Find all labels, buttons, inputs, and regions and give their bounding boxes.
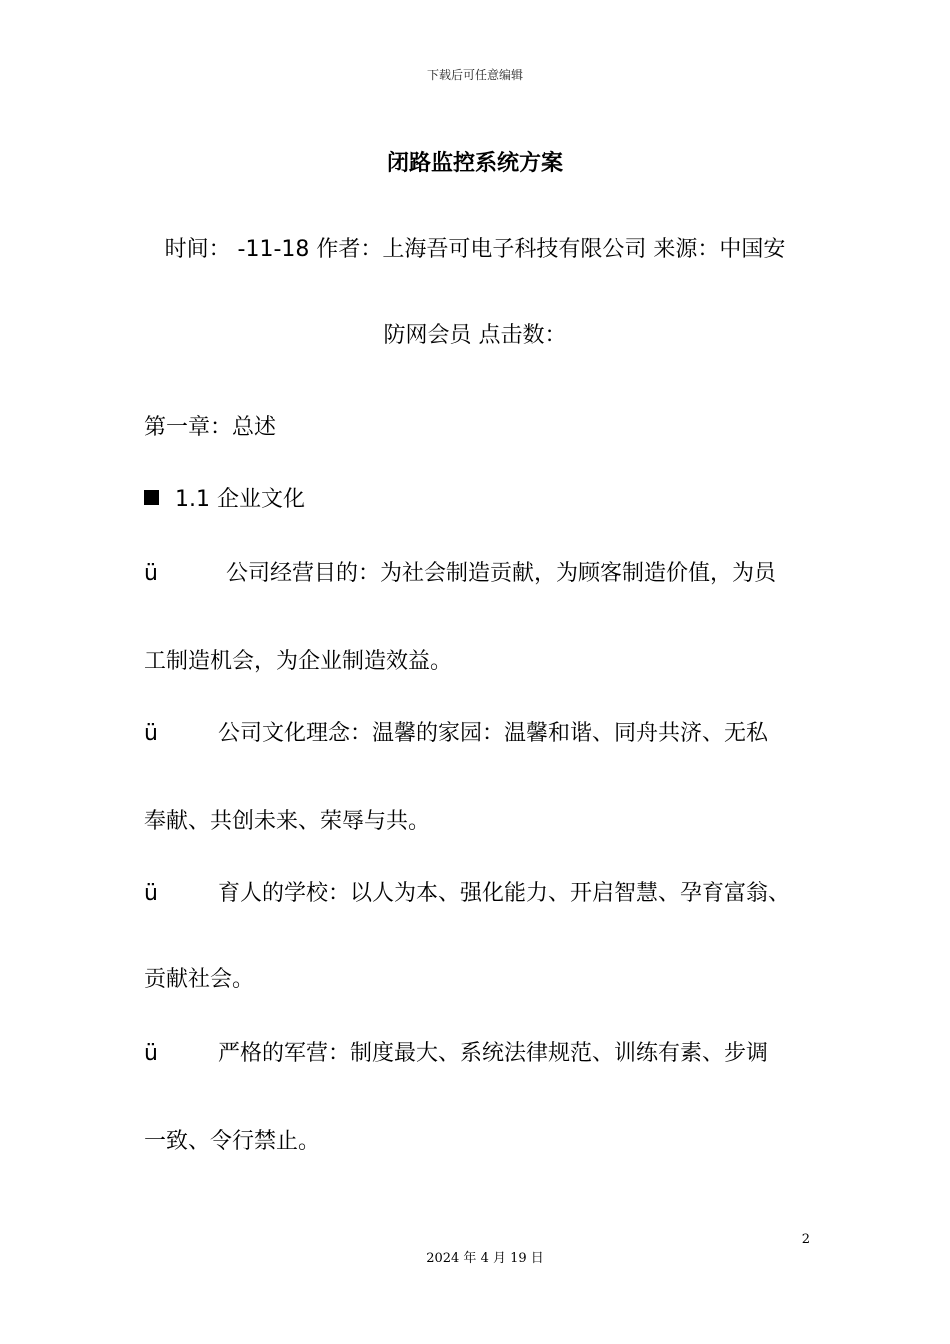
bullet-text: 公司经营目的：为社会制造贡献，为顾客制造价值，为员	[226, 561, 777, 586]
meta-line-2: 防网会员 点击数：	[383, 323, 567, 348]
bullet-text: 育人的学校：以人为本、强化能力、开启智慧、孕育富翁、	[218, 881, 791, 906]
section-label: 1.1 企业文化	[175, 487, 305, 512]
document-title: 闭路监控系统方案	[386, 151, 563, 176]
bullet-text: 公司文化理念：温馨的家园：温馨和谐、同舟共济、无私	[218, 721, 769, 746]
square-bullet-icon	[144, 490, 159, 505]
bullet-item	[144, 716, 768, 747]
checkmark-bullet-icon: ü	[144, 881, 158, 906]
bullet-item	[144, 556, 776, 587]
meta-line-1: 时间： -11-18 作者：上海吾可电子科技有限公司 来源：中国安	[164, 237, 786, 262]
page-number: 2	[801, 1232, 810, 1247]
page-header: 下载后可任意编辑	[426, 68, 523, 82]
bullet-continuation: 奉献、共创未来、荣辱与共。	[144, 809, 431, 834]
chapter-heading: 第一章：总述	[144, 415, 277, 440]
footer-date: 2024 年 4 月 19 日	[426, 1251, 544, 1266]
checkmark-bullet-icon: ü	[144, 721, 158, 746]
bullet-continuation: 一致、令行禁止。	[144, 1129, 321, 1154]
bullet-item	[144, 876, 790, 907]
section-heading	[144, 482, 305, 513]
checkmark-bullet-icon: ü	[144, 1041, 158, 1066]
bullet-item	[144, 1036, 768, 1067]
bullet-continuation: 工制造机会，为企业制造效益。	[144, 649, 453, 674]
checkmark-bullet-icon: ü	[144, 561, 158, 586]
bullet-text: 严格的军营：制度最大、系统法律规范、训练有素、步调	[218, 1041, 769, 1066]
bullet-continuation: 贡献社会。	[144, 967, 255, 992]
